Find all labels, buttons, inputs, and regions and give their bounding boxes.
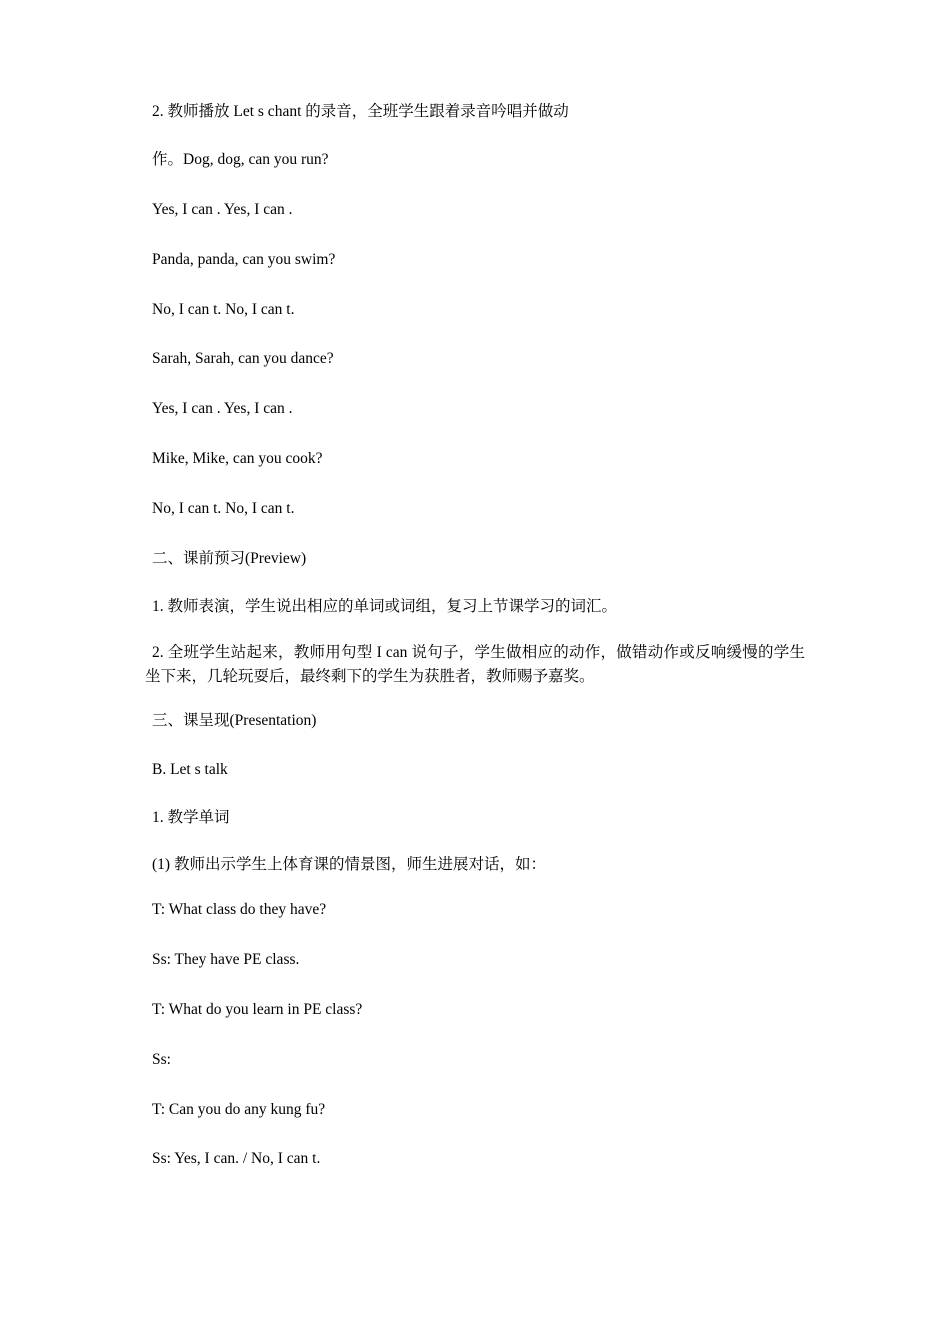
section-heading: 二、课前预习(Preview) — [152, 550, 307, 567]
text-line: T: Can you do any kung fu? — [152, 1101, 326, 1118]
text-paragraph: 2. 全班学生站起来，教师用句型 I can 说句子，学生做相应的动作，做错动作或反响缓慢的学生坐下来，几轮玩耍后，最终剩下的学生为获胜者，教师赐予嘉奖。 — [145, 644, 805, 685]
text-line: No, I can t. No, I can t. — [152, 500, 295, 517]
text-line: B. Let s talk — [152, 761, 228, 778]
text-line: Ss: Yes, I can. / No, I can t. — [152, 1150, 321, 1167]
text-line: Ss: — [152, 1051, 171, 1068]
text-line: Panda, panda, can you swim? — [152, 251, 336, 268]
text-line: 作。Dog, dog, can you run? — [152, 151, 329, 168]
section-heading: 三、课呈现(Presentation) — [152, 712, 317, 729]
text-line: No, I can t. No, I can t. — [152, 301, 295, 318]
text-line: Mike, Mike, can you cook? — [152, 450, 323, 467]
text-line: Sarah, Sarah, can you dance? — [152, 350, 334, 367]
text-line: T: What class do they have? — [152, 901, 327, 918]
text-line: Ss: They have PE class. — [152, 951, 300, 968]
text-line: 1. 教师表演，学生说出相应的单词或词组，复习上节课学习的词汇。 — [152, 598, 618, 615]
text-line: 1. 教学单词 — [152, 809, 230, 826]
text-line: 2. 教师播放 Let s chant 的录音，全班学生跟着录音吟唱并做动 — [152, 103, 569, 120]
text-line: Yes, I can . Yes, I can . — [152, 201, 293, 218]
text-line: T: What do you learn in PE class? — [152, 1001, 363, 1018]
text-line: Yes, I can . Yes, I can . — [152, 400, 293, 417]
text-line: (1) 教师出示学生上体育课的情景图，师生进展对话，如： — [152, 856, 546, 873]
